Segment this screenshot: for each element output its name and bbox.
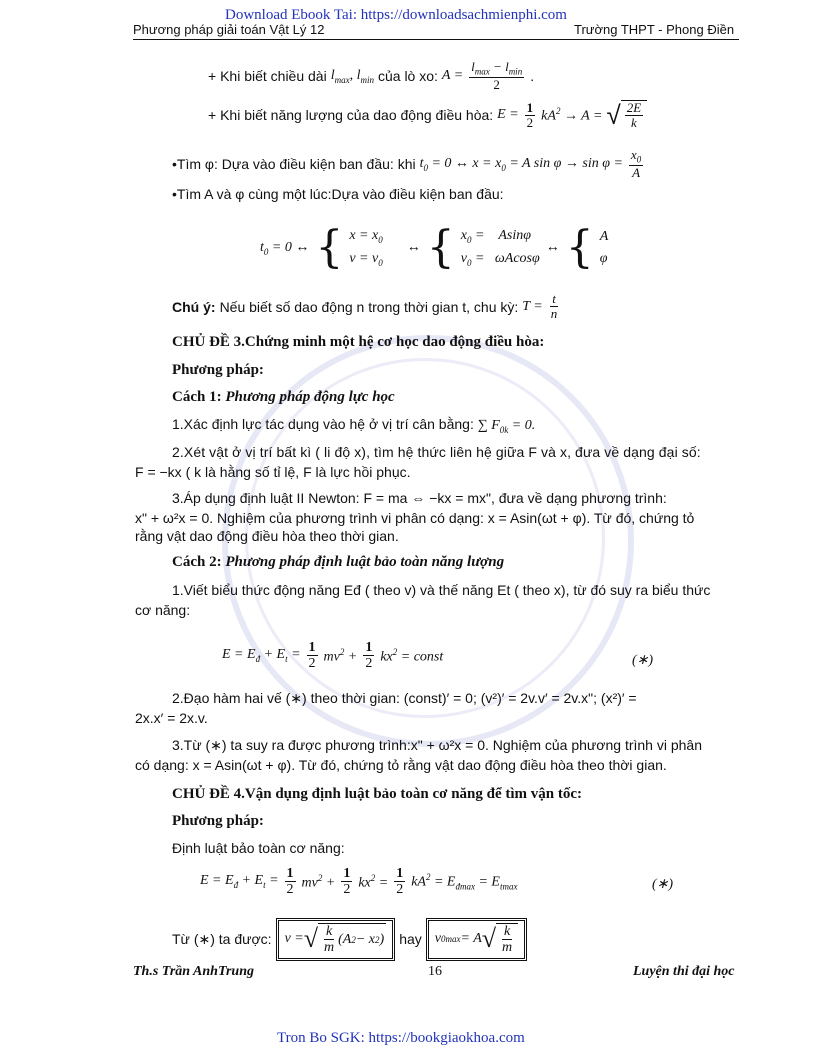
velocity-formula-box: v = √ $\frac{k}{m}$ (A 2 − x 2 ) xyxy=(276,918,396,961)
step3a: 3.Áp dụng định luật II Newton: F = ma ⇔ −kx = mx", đưa về dạng phương trình: xyxy=(172,490,667,506)
topic4-title: CHỦ ĐỀ 4.Vận dụng định luật bảo toàn cơ năng để tìm vận tốc: xyxy=(172,786,583,802)
step2a: 2.Xét vật ở vị trí bất kì ( li độ x), tìm hệ thức liên hệ giữa F và x, đưa về dạng đại số: xyxy=(172,444,701,460)
way2-title: Phương pháp định luật bảo toàn năng lượng xyxy=(225,554,505,570)
method-label: Phương pháp: xyxy=(172,362,264,378)
text: •Tìm φ: Dựa vào điều kiện ban đầu: khi xyxy=(172,156,416,173)
velocity-result xyxy=(172,918,527,961)
system-equation: $t_0 = 0$ ↔ { $x = x_0$ $v = v_0$ ↔ { $x_0$ = Asinφ $v_0 = \omega Acos\varphi$ ↔ { A φ xyxy=(260,222,609,273)
step3b: x" + ω²x = 0. Nghiệm của phương trình vi phân có dạng: x = Asin(ωt + φ). Từ đó, chứng tỏ xyxy=(135,510,695,526)
energy2b: 2x.x′ = 2x.v. xyxy=(135,710,208,726)
note-line: Chú ý: Nếu biết số dao động n trong thời gian t, chu kỳ: T = $\frac{t}{n}$ xyxy=(172,291,558,322)
energy3a: 3.Từ (∗) ta suy ra được phương trình:x" + ω²x = 0. Nghiệm của phương trình vi phân xyxy=(172,737,702,753)
step2b: F = −kx ( k là hằng số tỉ lệ, F là lực hồi phục. xyxy=(135,464,411,480)
way1-label: Cách 1: xyxy=(172,389,222,405)
conservation-label: Định luật bảo toàn cơ năng: xyxy=(172,840,345,856)
energy-equation: $E = E_đ + E_t$ = $\frac{1}{2}$ $mv^2$ + $\frac{1}{2}$ $kx^2$ = const xyxy=(222,640,444,672)
text: hay xyxy=(399,931,422,948)
way1-title: Phương pháp động lực học xyxy=(225,389,395,405)
energy1b: cơ năng: xyxy=(135,602,191,618)
find-a-phi-line: •Tìm A và φ cùng một lúc:Dựa vào điều kiện ban đầu: xyxy=(172,186,504,202)
footer-author: Th.s Trần AnhTrung xyxy=(133,964,254,979)
topic3-title: CHỦ ĐỀ 3.Chứng minh một hệ cơ học dao động điều hòa: xyxy=(172,334,545,350)
conservation-equation: $E = E_đ + E_t$ = $\frac{1}{2}$ $mv^2$ + $\frac{1}{2}$ $kx^2$ = $\frac{1}{2}$ $kA^2 = E_{đmax} = E_{tmax}$ xyxy=(200,866,518,898)
note-label: Chú ý: xyxy=(172,298,216,315)
energy1a: 1.Viết biểu thức động năng Eđ ( theo v) và thế năng Et ( theo x), từ đó suy ra biểu thức xyxy=(172,582,711,598)
text: Nếu biết số dao động n trong thời gian t, chu kỳ: xyxy=(219,298,519,315)
footer-right: Luyện thi đại học xyxy=(633,964,735,979)
page-number: 16 xyxy=(428,964,442,979)
download-link[interactable]: Download Ebook Tai: https://downloadsachmienphi.com xyxy=(225,7,567,23)
header-right: Trường THPT - Phong Điền xyxy=(574,22,735,37)
star-label-1: (∗) xyxy=(632,653,654,668)
energy2a: 2.Đạo hàm hai vế (∗) theo thời gian: (const)′ = 0; (v²)′ = 2v.v′ = 2v.x"; (x²)′ = xyxy=(172,690,637,706)
star-label-2: (∗) xyxy=(652,877,674,892)
step3c: rằng vật dao động điều hòa theo thời gian. xyxy=(135,528,399,544)
text: + Khi biết năng lượng của dao động điều hòa: xyxy=(208,107,494,124)
footer-link[interactable]: Tron Bo SGK: https://bookgiaokhoa.com xyxy=(277,1030,525,1046)
energy3b: có dạng: x = Asin(ωt + φ). Từ đó, chứng tỏ rằng vật dao động điều hòa theo thời gian. xyxy=(135,757,667,773)
step1: 1.Xác định lực tác dụng vào hệ ở vị trí cân bằng: ∑ $F_{0k} = 0$. xyxy=(172,416,536,435)
text: + Khi biết chiều dài xyxy=(208,68,327,85)
text: 1.Xác định lực tác dụng vào hệ ở vị trí cân bằng: xyxy=(172,416,474,432)
method2-label: Phương pháp: xyxy=(172,813,264,829)
energy-line: + Khi biết năng lượng của dao động điều hòa: E = $\frac{1}{2}$ $kA^2 \to A$ = √ $\frac{2E}{k}$ xyxy=(208,100,647,131)
way2-label: Cách 2: xyxy=(172,554,222,570)
way1-heading xyxy=(172,389,395,406)
way2-heading xyxy=(172,554,504,571)
text: của lò xo: xyxy=(377,68,438,85)
header-left: Phương pháp giải toán Vật Lý 12 xyxy=(133,22,325,37)
vmax-formula-box: v 0max = A √ $\frac{k}{m}$ xyxy=(426,918,527,961)
text: Từ (∗) ta được: xyxy=(172,930,272,947)
find-phi-line: •Tìm φ: Dựa vào điều kiện ban đầu: khi $t_0 = 0$ ↔ $x = x_0 = A$ sin φ → sin φ = $\frac{x_0}{A}$ xyxy=(172,147,642,181)
length-line: + Khi biết chiều dài $l_{max}$, $l_{min}$ của lò xo: A = $\frac{l_{max} - l_{min}}{2}$ . xyxy=(208,59,535,93)
